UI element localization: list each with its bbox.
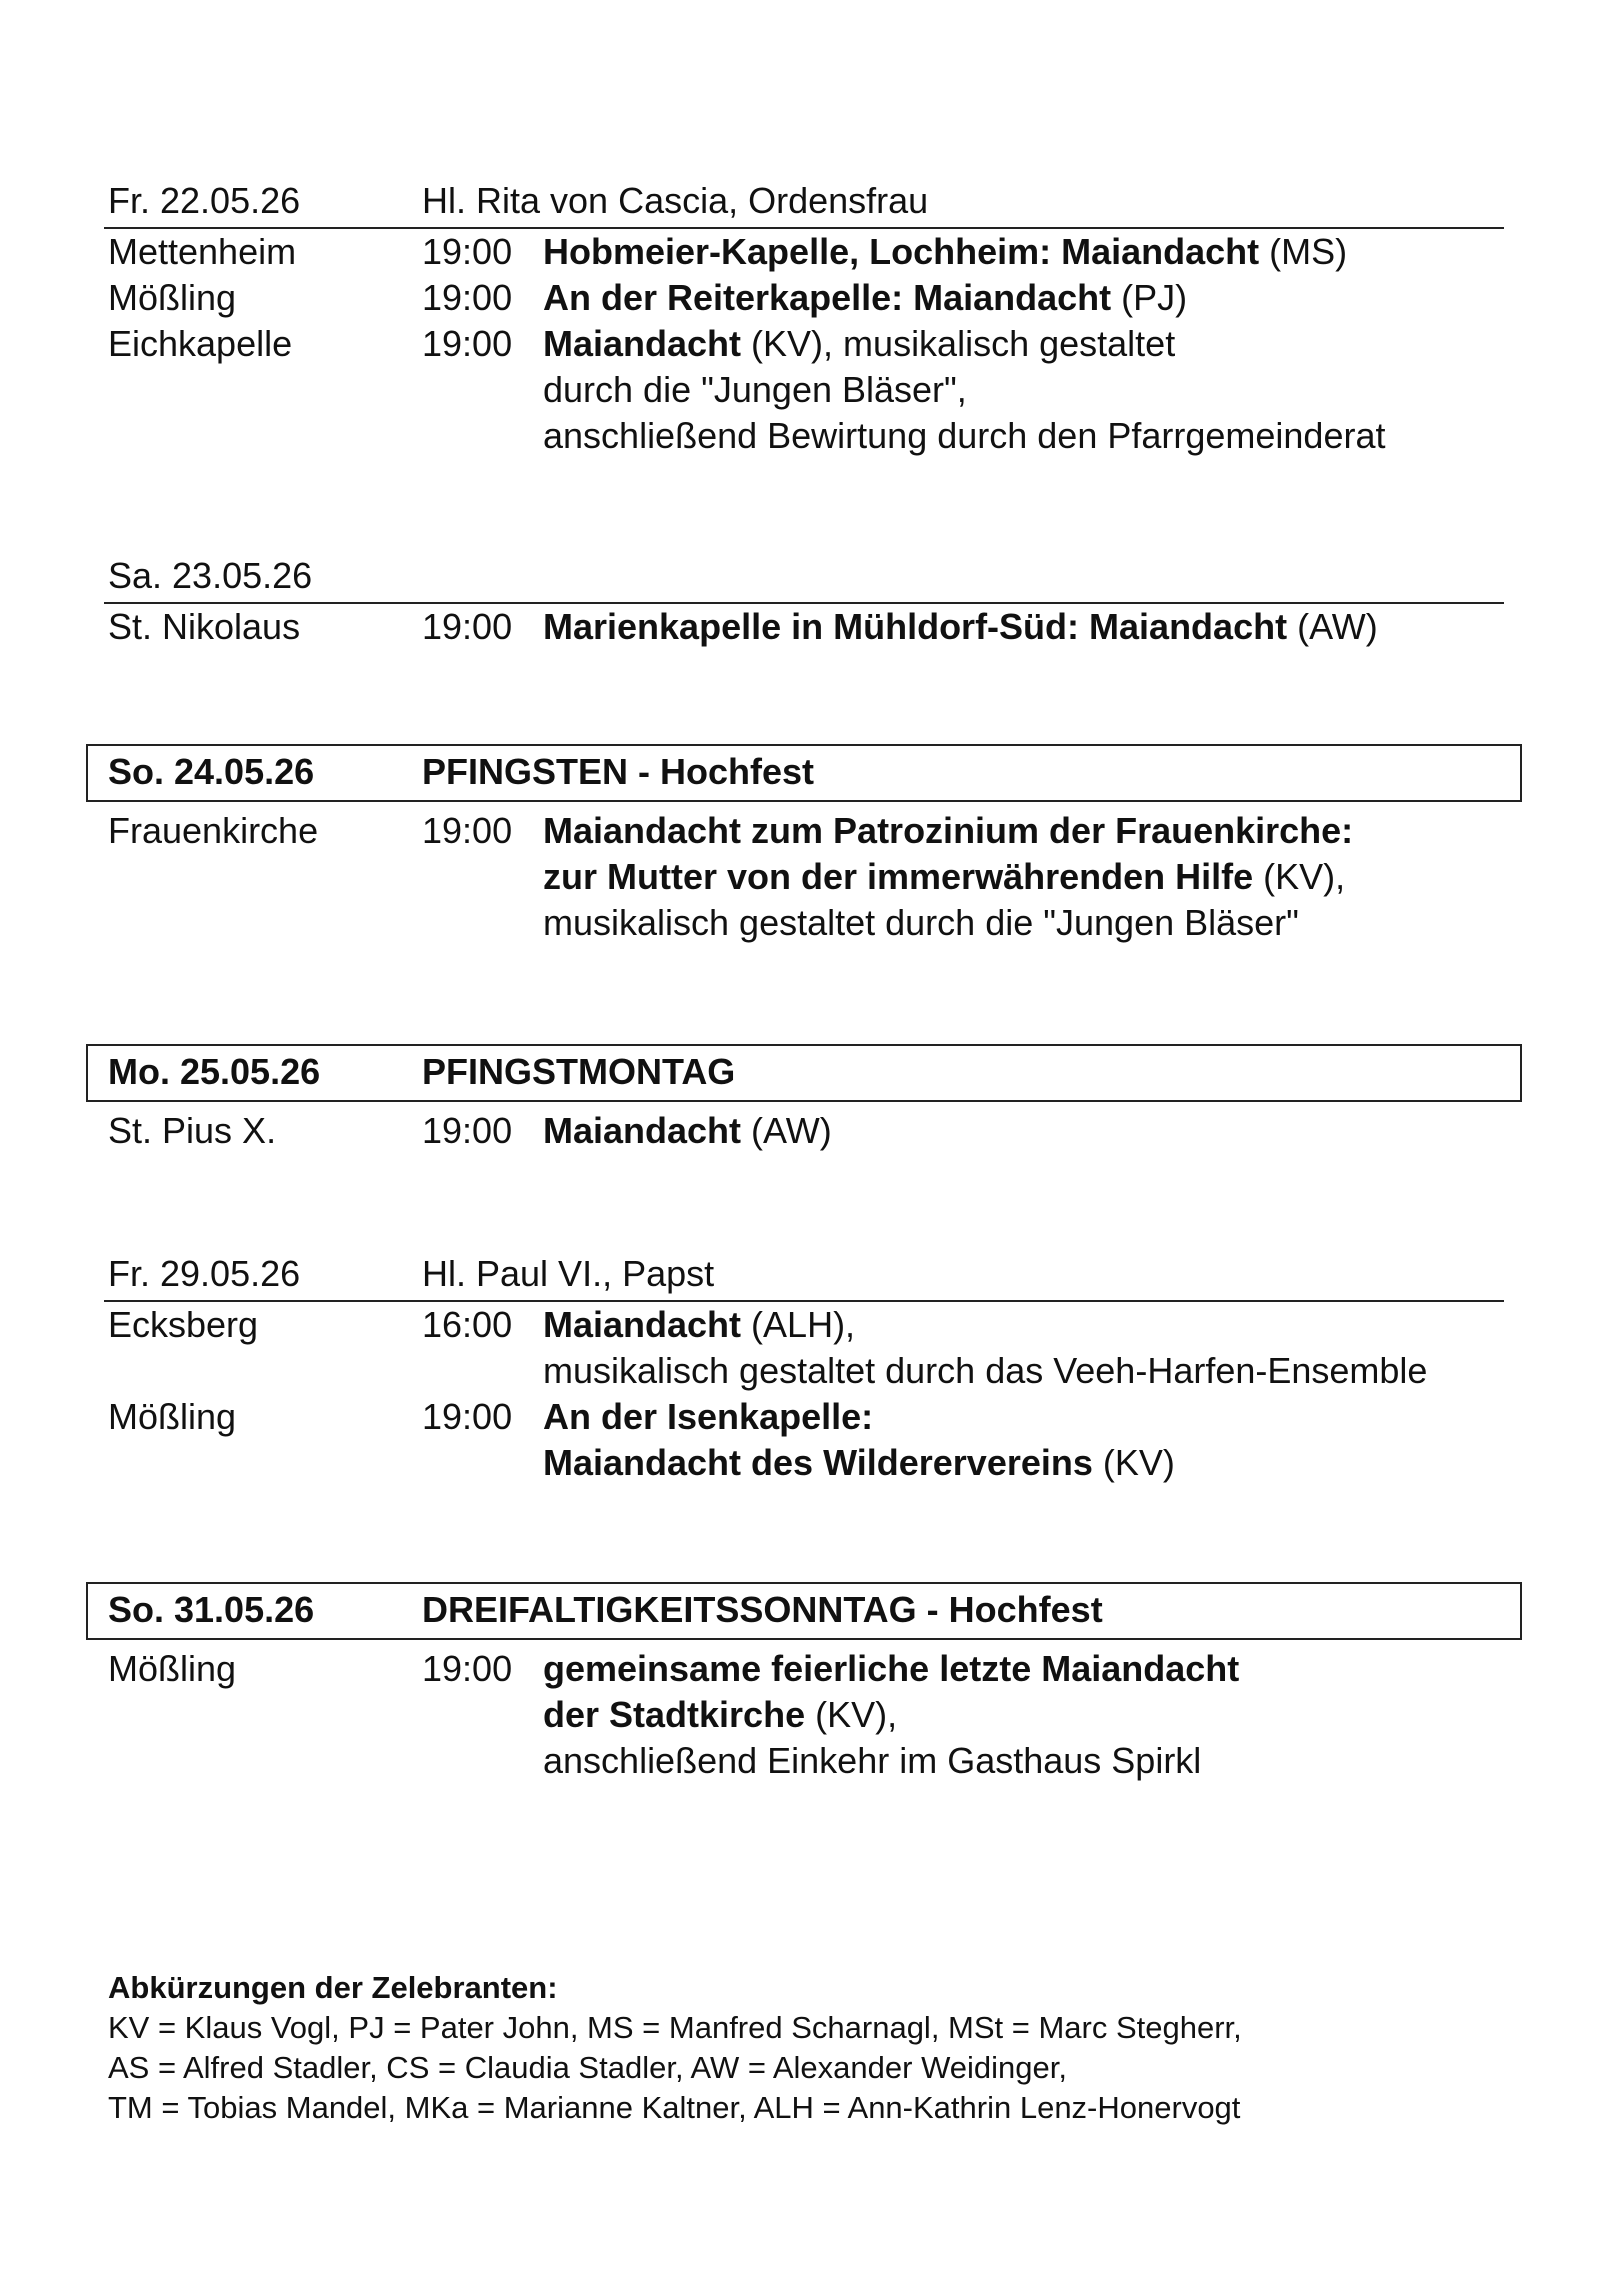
event-description-line [543,604,1558,650]
event-list [0,808,1600,946]
event-detail-text: musikalisch gestaltet durch das Veeh-Harfen-Ensemble [543,1350,1428,1391]
event-description [543,1394,1558,1486]
day-header [104,1248,1504,1302]
event-title-text: gemeinsame feierliche letzte Maiandacht [543,1648,1240,1689]
event-description-line [543,900,1558,946]
event-title-text: Maiandacht des Wilderervereins [543,1442,1093,1483]
event-detail-text: (KV) [1092,1442,1175,1483]
event-description-line [543,1692,1558,1738]
event-row [108,1394,1558,1486]
abbreviations-line: AS = Alfred Stadler, CS = Claudia Stadler, AW = Alexander Weidinger, [108,2050,1067,2085]
day-header [104,175,1504,229]
event-description [543,1108,1558,1154]
event-time: 19:00 [422,277,513,318]
event-location: Mößling [108,1648,237,1689]
day-header [86,1044,1522,1102]
event-row [108,321,1558,459]
event-detail-text: (AW) [741,1110,832,1151]
event-time: 19:00 [422,1110,513,1151]
day-date: Mo. 25.05.26 [108,1051,321,1092]
event-list [0,1108,1600,1154]
event-location: Frauenkirche [108,810,319,851]
event-row [108,1302,1558,1394]
event-description-line [543,854,1558,900]
day-header [104,550,1504,604]
day-block [0,1248,1600,1486]
abbreviations-line: TM = Tobias Mandel, MKa = Marianne Kaltner, ALH = Ann-Kathrin Lenz-Honervogt [108,2090,1241,2125]
event-title-text: Maiandacht [543,323,742,364]
event-time: 19:00 [422,1648,513,1689]
event-detail-text: (KV), musikalisch gestaltet [741,323,1176,364]
abbreviations-title: Abkürzungen der Zelebranten: [108,1970,558,2005]
event-time: 19:00 [422,1396,513,1437]
event-description-line [543,413,1558,459]
event-time: 19:00 [422,606,513,647]
day-block [0,744,1600,946]
event-location: Ecksberg [108,1304,259,1345]
event-title-text: der Stadtkirche [543,1694,806,1735]
event-description-line [543,1646,1558,1692]
event-location: Mößling [108,1396,237,1437]
event-location: Mettenheim [108,231,297,272]
event-location: Eichkapelle [108,323,293,364]
event-description-line [543,1440,1558,1486]
abbreviations-line: KV = Klaus Vogl, PJ = Pater John, MS = Manfred Scharnagl, MSt = Marc Stegherr, [108,2010,1242,2045]
day-date: Fr. 29.05.26 [108,1253,301,1294]
event-time: 19:00 [422,323,513,364]
event-row [108,604,1558,650]
day-feast: PFINGSTMONTAG [422,1051,736,1092]
day-block [0,550,1600,650]
day-block [0,1044,1600,1154]
day-block [0,175,1600,459]
event-description [543,604,1558,650]
day-feast: Hl. Rita von Cascia, Ordensfrau [422,180,929,221]
event-list [0,1302,1600,1486]
event-title-text: An der Isenkapelle: [543,1396,874,1437]
event-description-line [543,1302,1558,1348]
event-list [0,1646,1600,1784]
event-description-line [543,1738,1558,1784]
event-description-line [543,229,1558,275]
event-detail-text: (AW) [1287,606,1378,647]
event-detail-text: anschließend Bewirtung durch den Pfarrgemeinderat [543,415,1386,456]
event-description-line [543,1108,1558,1154]
day-date: So. 31.05.26 [108,1589,315,1630]
event-description [543,321,1558,459]
day-header [86,1582,1522,1640]
day-date: Fr. 22.05.26 [108,180,301,221]
event-location: St. Pius X. [108,1110,277,1151]
event-detail-text: musikalisch gestaltet durch die "Jungen Bläser" [543,902,1299,943]
day-date: So. 24.05.26 [108,751,315,792]
event-title-text: Hobmeier-Kapelle, Lochheim: Maiandacht [543,231,1260,272]
event-row [108,275,1558,321]
event-time: 19:00 [422,810,513,851]
event-description [543,1302,1558,1394]
abbreviations-legend [108,1968,1242,2128]
event-time: 19:00 [422,231,513,272]
event-description [543,229,1558,275]
event-title-text: Maiandacht zum Patrozinium der Frauenkirche: [543,810,1354,851]
event-detail-text: (KV), [805,1694,898,1735]
event-title-text: Marienkapelle in Mühldorf-Süd: Maiandacht [543,606,1288,647]
event-description-line [543,1394,1558,1440]
event-row [108,1646,1558,1784]
event-title-text: Maiandacht [543,1304,742,1345]
event-row [108,229,1558,275]
event-title-text: zur Mutter von der immerwährenden Hilfe [543,856,1254,897]
event-time: 16:00 [422,1304,513,1345]
event-detail-text: anschließend Einkehr im Gasthaus Spirkl [543,1740,1202,1781]
event-row [108,1108,1558,1154]
day-block [0,1582,1600,1784]
event-description [543,275,1558,321]
day-date: Sa. 23.05.26 [108,555,313,596]
event-detail-text: (MS) [1259,231,1348,272]
event-description-line [543,808,1558,854]
day-feast: PFINGSTEN - Hochfest [422,751,815,792]
event-detail-text: (PJ) [1111,277,1188,318]
event-list [0,604,1600,650]
event-description-line [543,275,1558,321]
day-feast: Hl. Paul VI., Papst [422,1253,715,1294]
event-location: Mößling [108,277,237,318]
event-location: St. Nikolaus [108,606,301,647]
event-list [0,229,1600,459]
event-row [108,808,1558,946]
event-description-line [543,321,1558,367]
day-feast: DREIFALTIGKEITSSONNTAG - Hochfest [422,1589,1103,1630]
event-description-line [543,1348,1558,1394]
event-title-text: Maiandacht [543,1110,742,1151]
event-detail-text: (KV), [1253,856,1346,897]
event-detail-text: durch die "Jungen Bläser", [543,369,967,410]
day-header [86,744,1522,802]
event-detail-text: (ALH), [741,1304,856,1345]
event-description [543,1646,1558,1784]
event-description [543,808,1558,946]
event-description-line [543,367,1558,413]
event-title-text: An der Reiterkapelle: Maiandacht [543,277,1112,318]
